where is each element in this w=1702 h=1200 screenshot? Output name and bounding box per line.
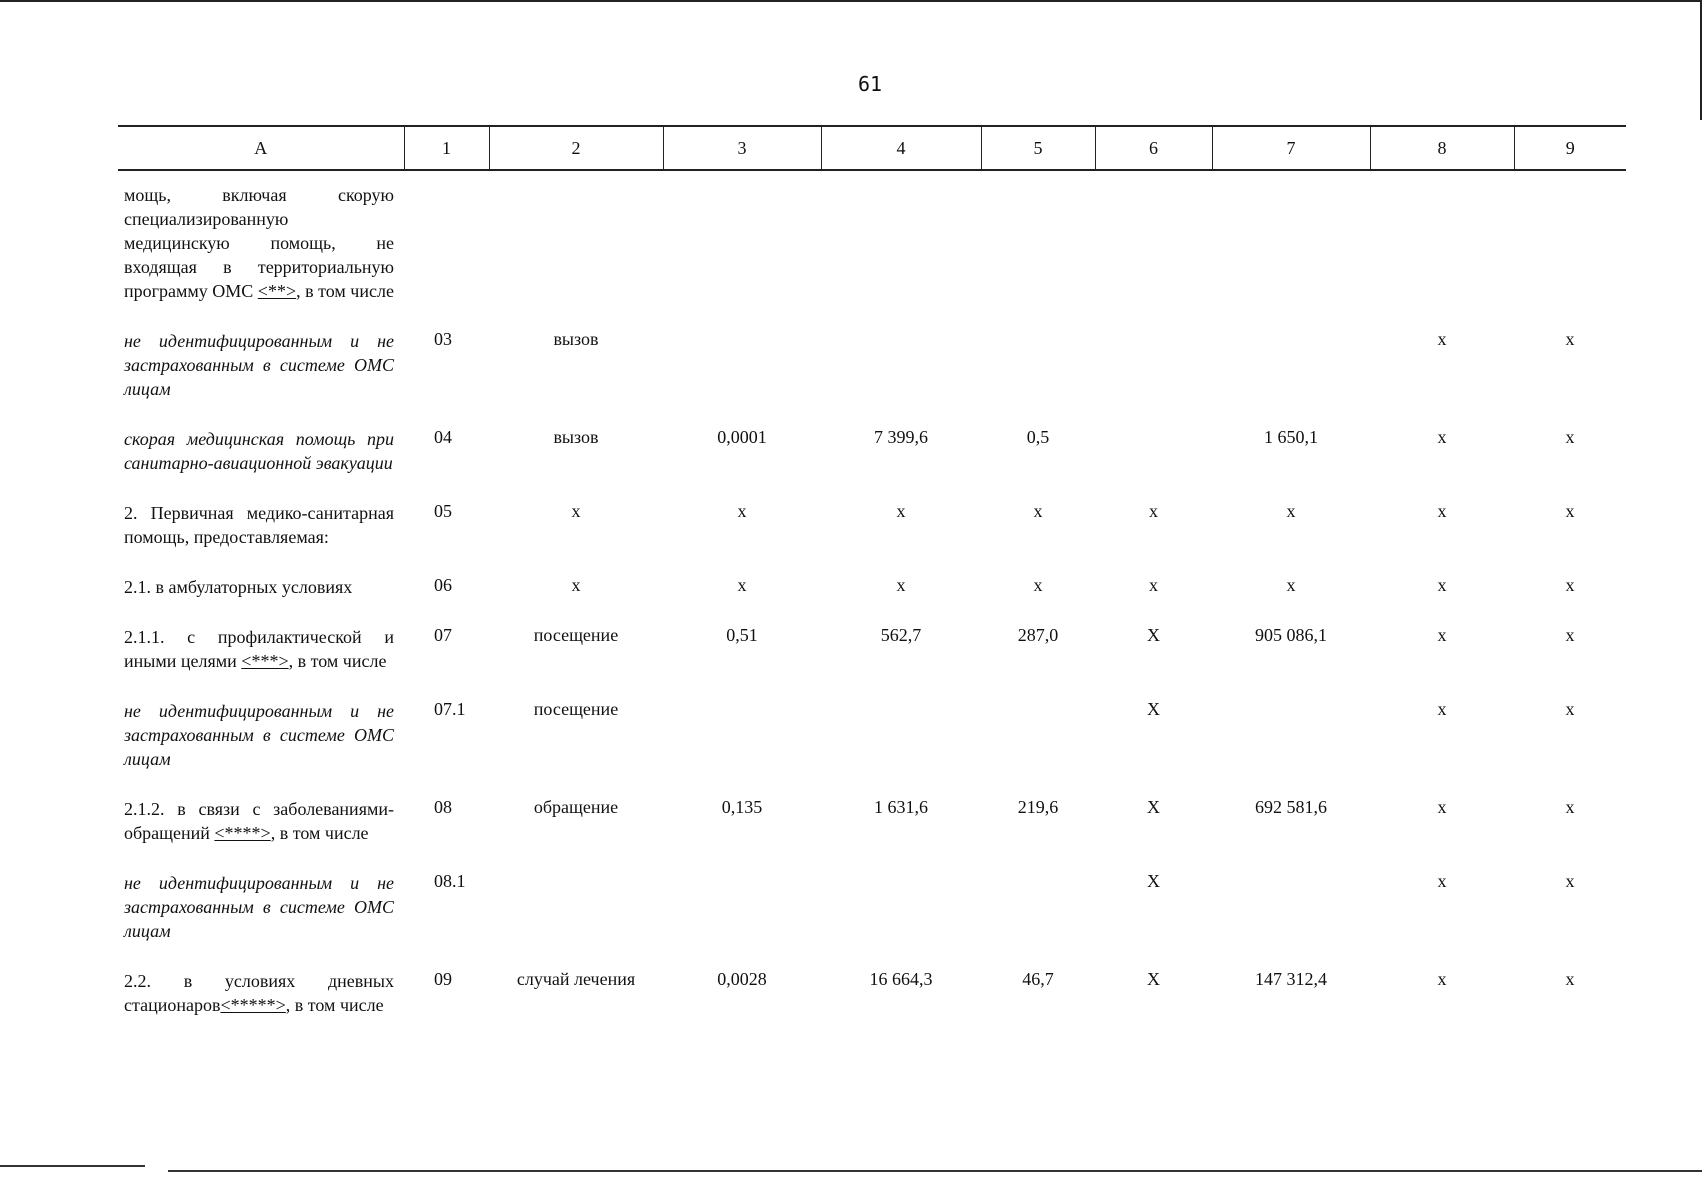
table-row (118, 317, 1626, 415)
page-number: 61 (857, 72, 883, 96)
table-row (118, 415, 1626, 489)
cell-col-3: х (737, 501, 747, 521)
cell-col-3: 0,0028 (717, 969, 767, 989)
column-header-9: 9 (1514, 126, 1626, 170)
cell-col-9: х (1565, 969, 1575, 989)
cell-col-8: х (1437, 575, 1447, 595)
table-row (118, 785, 1626, 859)
cell-col-4 (821, 687, 981, 785)
top-border-line (0, 0, 1702, 2)
cell-col-7: х (1286, 575, 1296, 595)
description-text: 2.2. в условиях дневных стационаров (124, 971, 394, 1015)
cell-col-9: х (1565, 427, 1575, 447)
column-header-3: 3 (663, 126, 821, 170)
row-description (118, 957, 404, 1031)
cell-col-2: х (571, 575, 581, 595)
cell-col-2: случай лечения (516, 969, 636, 989)
row-description (118, 563, 404, 613)
cell-col-8: х (1437, 871, 1447, 891)
cell-col-8: х (1437, 625, 1447, 645)
footnote-reference: <***> (241, 651, 289, 671)
row-description (118, 489, 404, 563)
cell-col-2: вызов (553, 329, 599, 349)
cell-col-6 (1095, 317, 1212, 415)
column-header-0: А (118, 126, 404, 170)
cell-col-4 (821, 170, 981, 317)
cell-col-5: 219,6 (1017, 797, 1059, 817)
cell-col-6: х (1149, 575, 1158, 595)
cell-col-9: х (1565, 329, 1575, 349)
cell-col-9 (1514, 170, 1626, 317)
cell-col-4: 16 664,3 (869, 969, 933, 989)
description-suffix: , в том числе (288, 651, 387, 671)
row-description (118, 415, 404, 489)
column-header-1: 1 (404, 126, 489, 170)
cell-col-2 (489, 170, 663, 317)
cell-col-6: х (1149, 501, 1158, 521)
description-text: не идентифицированным и не застрахованным в системе ОМС лицам (124, 331, 394, 399)
cell-col-3: х (737, 575, 747, 595)
cell-col-9: х (1565, 575, 1575, 595)
cell-col-1: 09 (434, 969, 452, 989)
cell-col-2 (489, 859, 663, 957)
description-text: 2. Первичная медико-санитарная помощь, предоставляемая: (124, 503, 394, 547)
bottom-rule-left (0, 1165, 145, 1167)
cell-col-6: Х (1147, 797, 1160, 817)
table-row (118, 957, 1626, 1031)
table-row (118, 563, 1626, 613)
bottom-rule-right (168, 1170, 1702, 1172)
description-text: не идентифицированным и не застрахованным в системе ОМС лицам (124, 873, 394, 941)
table-row (118, 613, 1626, 687)
table-row (118, 170, 1626, 317)
cell-col-1 (404, 170, 489, 317)
cell-col-4: 562,7 (880, 625, 922, 645)
table-row (118, 489, 1626, 563)
footnote-reference: <****> (214, 823, 271, 843)
cell-col-8: х (1437, 501, 1447, 521)
cell-col-4: 7 399,6 (874, 427, 928, 447)
footnote-reference: <*****> (220, 995, 286, 1015)
table-header-row (118, 126, 1626, 170)
table-body (118, 170, 1626, 1031)
cell-col-4: х (896, 575, 906, 595)
cell-col-1: 07 (434, 625, 452, 645)
cell-col-7: 1 650,1 (1264, 427, 1318, 447)
cell-col-4 (821, 317, 981, 415)
cell-col-1: 07.1 (434, 699, 466, 719)
column-header-4: 4 (821, 126, 981, 170)
cell-col-5 (981, 170, 1095, 317)
cell-col-5: 287,0 (1017, 625, 1059, 645)
cell-col-5: х (1033, 575, 1043, 595)
table-row (118, 859, 1626, 957)
cell-col-2: вызов (553, 427, 599, 447)
cell-col-7 (1212, 859, 1370, 957)
row-description (118, 613, 404, 687)
description-text: не идентифицированным и не застрахованным в системе ОМС лицам (124, 701, 394, 769)
cell-col-7 (1212, 687, 1370, 785)
cell-col-6: Х (1147, 969, 1160, 989)
cell-col-9: х (1565, 797, 1575, 817)
column-header-6: 6 (1095, 126, 1212, 170)
cell-col-2: посещение (533, 625, 619, 645)
cell-col-8: х (1437, 797, 1447, 817)
cell-col-6: Х (1147, 871, 1160, 891)
column-header-2: 2 (489, 126, 663, 170)
table-row (118, 687, 1626, 785)
cell-col-1: 04 (434, 427, 452, 447)
row-description (118, 170, 404, 317)
column-header-8: 8 (1370, 126, 1514, 170)
cell-col-1: 08 (434, 797, 452, 817)
cell-col-7 (1212, 317, 1370, 415)
cell-col-7: 147 312,4 (1255, 969, 1327, 989)
cell-col-2: посещение (533, 699, 619, 719)
cell-col-8: х (1437, 699, 1447, 719)
cell-col-5: 46,7 (1022, 969, 1054, 989)
cell-col-8: х (1437, 969, 1447, 989)
row-description (118, 859, 404, 957)
cell-col-3 (663, 317, 821, 415)
cell-col-7: 692 581,6 (1255, 797, 1327, 817)
column-header-7: 7 (1212, 126, 1370, 170)
cell-col-5: х (1033, 501, 1043, 521)
cell-col-3: 0,51 (726, 625, 758, 645)
cell-col-9: х (1565, 625, 1575, 645)
cell-col-3: 0,135 (721, 797, 763, 817)
cell-col-1: 03 (434, 329, 452, 349)
cell-col-4: х (896, 501, 906, 521)
cell-col-5 (981, 687, 1095, 785)
cell-col-3 (663, 859, 821, 957)
cell-col-6 (1095, 415, 1212, 489)
row-description (118, 687, 404, 785)
cell-col-5 (981, 317, 1095, 415)
cell-col-8 (1370, 170, 1514, 317)
cell-col-3: 0,0001 (717, 427, 767, 447)
row-description (118, 785, 404, 859)
row-description (118, 317, 404, 415)
cell-col-9: х (1565, 699, 1575, 719)
cell-col-6 (1095, 170, 1212, 317)
cell-col-7 (1212, 170, 1370, 317)
cell-col-1: 06 (434, 575, 452, 595)
description-suffix: , в том числе (270, 823, 369, 843)
cell-col-3 (663, 170, 821, 317)
cell-col-7: 905 086,1 (1255, 625, 1327, 645)
description-suffix: , в том числе (285, 995, 384, 1015)
column-header-5: 5 (981, 126, 1095, 170)
cell-col-2: х (571, 501, 581, 521)
cell-col-7: х (1286, 501, 1296, 521)
cell-col-8: х (1437, 329, 1447, 349)
cell-col-4: 1 631,6 (874, 797, 928, 817)
cell-col-1: 05 (434, 501, 452, 521)
cell-col-6: Х (1147, 625, 1160, 645)
cell-col-8: х (1437, 427, 1447, 447)
description-text: 2.1.1. с профилактической и иными целями (124, 627, 394, 671)
description-text: скорая медицинская помощь при санитарно-авиационной эвакуации (124, 429, 394, 473)
cell-col-6: Х (1147, 699, 1160, 719)
cell-col-9: х (1565, 501, 1575, 521)
cell-col-9: х (1565, 871, 1575, 891)
data-table (118, 125, 1626, 1031)
footnote-reference: <**> (257, 281, 297, 301)
cell-col-5: 0,5 (1026, 427, 1050, 447)
cell-col-2: обращение (533, 797, 619, 817)
description-text: 2.1.2. в связи с заболеваниями-обращений (124, 799, 394, 843)
cell-col-3 (663, 687, 821, 785)
description-text: мощь, включая скорую специализированную медицинскую помощь, не входящая в территориальную программу ОМС (124, 185, 394, 301)
cell-col-5 (981, 859, 1095, 957)
cell-col-1: 08.1 (434, 871, 466, 891)
cell-col-4 (821, 859, 981, 957)
description-text: 2.1. в амбулаторных условиях (124, 577, 353, 597)
description-suffix: , в том числе (296, 281, 394, 301)
